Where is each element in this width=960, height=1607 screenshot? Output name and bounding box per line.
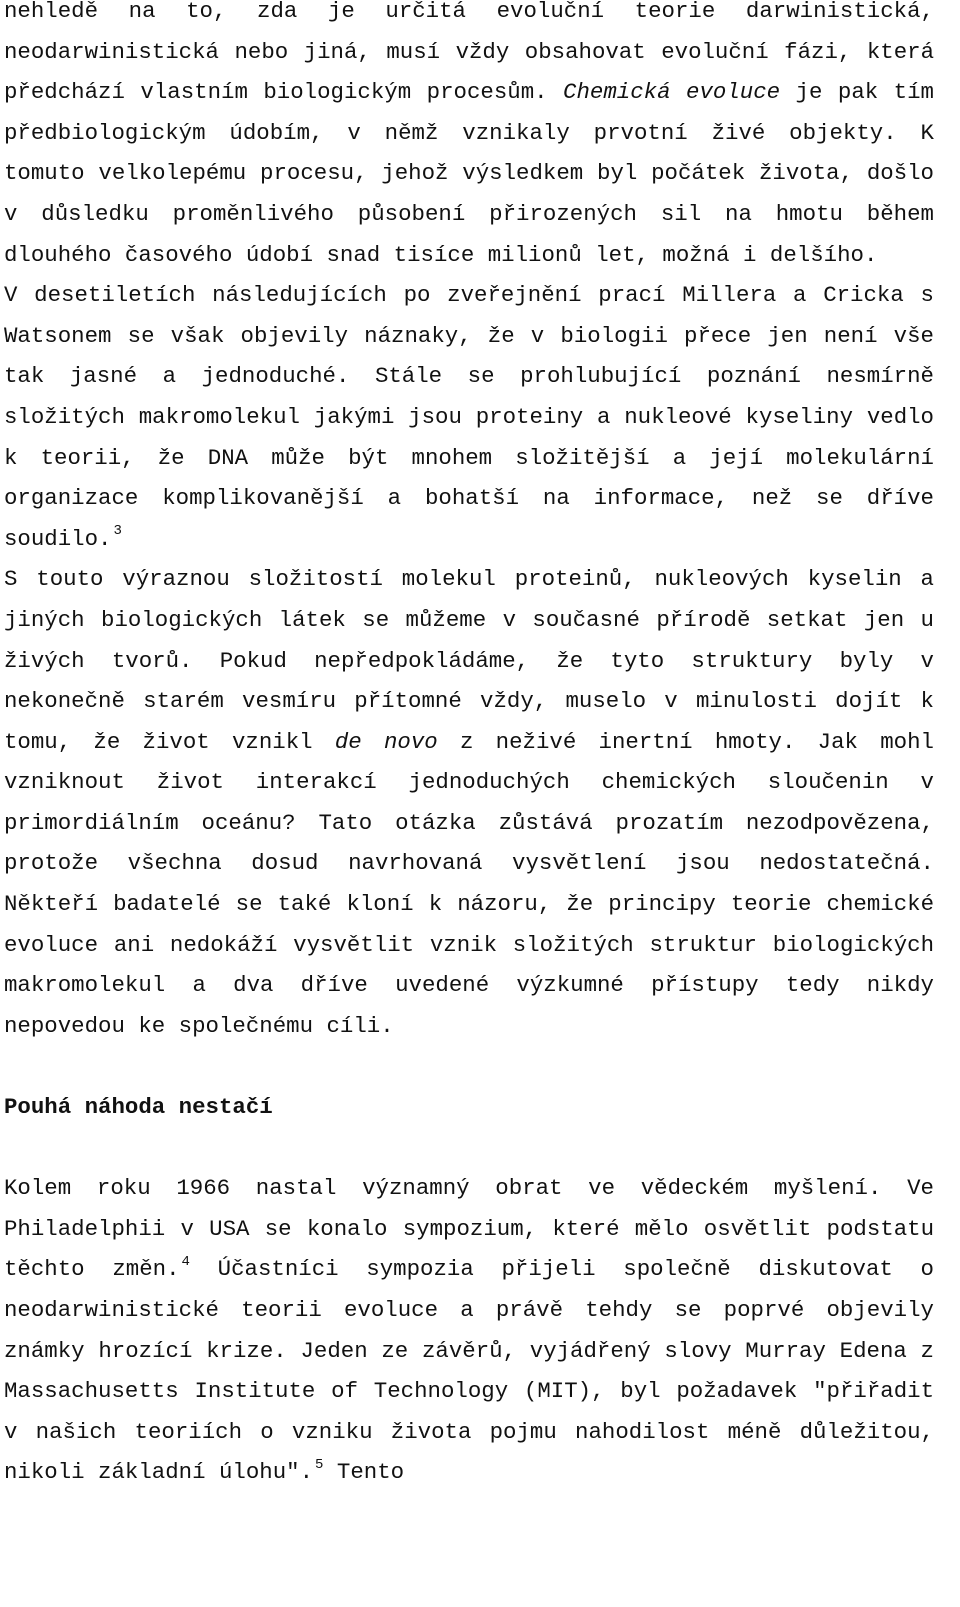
paragraph-complexity (4, 559, 934, 1046)
text-segment: Účastníci sympozia přijeli společně diskutovat o neodarwinistické teorii evoluce a právě tehdy se poprvé objevily známky hrozící krize. Jeden ze závěrů, vyjádřený slovy Murray Edena z Massachusetts Institute of Technology (MIT), byl požadavek "přiřadit v našich teoriích o vzniku života pojmu nahodilost méně důležitou, nikoli základní úlohu". (4, 1256, 934, 1486)
text-segment: je pak tím předbiologickým údobím, v němž vznikaly prvotní živé objekty. K tomuto velkolepému procesu, jehož výsledkem byl počátek života, došlo v důsledku proměnlivého působení přirozených sil na hmotu během dlouhého časového údobí snad tisíce milionů let, možná i delšího. (4, 79, 934, 268)
text-segment: V desetiletích následujících po zveřejnění prací Millera a Cricka s Watsonem se však objevily náznaky, že v biologii přece jen není vše tak jasné a jednoduché. Stále se prohlubující poznání nesmírně složitých makromolekul jakými jsou proteiny a nukleové kyseliny vedlo k teorii, že DNA může být mnohem složitější a její molekulární organizace komplikovanější a bohatší na informace, než se dříve soudilo. (4, 282, 934, 552)
text-segment: Tento (323, 1459, 405, 1486)
text-segment: z neživé inertní hmoty. Jak mohl vzniknout život interakcí jednoduchých chemických sloučenin v primordiálním oceánu? Tato otázka zůstává prozatím nezodpovězena, protože všechna dosud navrhovaná vysvětlení jsou nedostatečná. Někteří badatelé se také kloní k názoru, že principy teorie chemické evoluce ani nedokáží vysvětlit vznik složitých struktur biologických makromolekul a dva dříve uvedené výzkumné přístupy tedy nikdy nepovedou ke společnému cíli. (4, 728, 934, 1039)
italic-term: de novo (334, 728, 438, 755)
text-segment: nehledě na to, zda je určitá evoluční teorie darwinistická, neodarwinistická nebo jiná, musí vždy obsahovat evoluční fázi, která předchází vlastním biologickým procesům. (4, 0, 934, 106)
footnote-ref: 5 (315, 1456, 324, 1473)
text-segment: S touto výraznou složitostí molekul proteinů, nukleových kyselin a jiných biologických látek se můžeme v současné přírodě setkat jen u živých tvorů. Pokud nepředpokládáme, že tyto struktury byly v nekonečně starém vesmíru přítomné vždy, muselo v minulosti dojít k tomu, že život vznikl (4, 566, 934, 755)
paragraph-miller-crick (4, 275, 934, 559)
section-heading: Pouhá náhoda nestačí (4, 1094, 273, 1121)
document-page (4, 0, 934, 1493)
paragraph-symposium (4, 1168, 934, 1493)
paragraph-chemical-evolution (4, 0, 934, 275)
italic-term: Chemická evoluce (563, 79, 781, 106)
footnote-ref: 3 (113, 523, 122, 540)
text-segment: Kolem roku 1966 nastal významný obrat ve vědeckém myšlení. Ve Philadelphii v USA se konalo sympozium, které mělo osvětlit podstatu těchto změn. (4, 1175, 934, 1283)
footnote-ref: 4 (181, 1253, 190, 1270)
